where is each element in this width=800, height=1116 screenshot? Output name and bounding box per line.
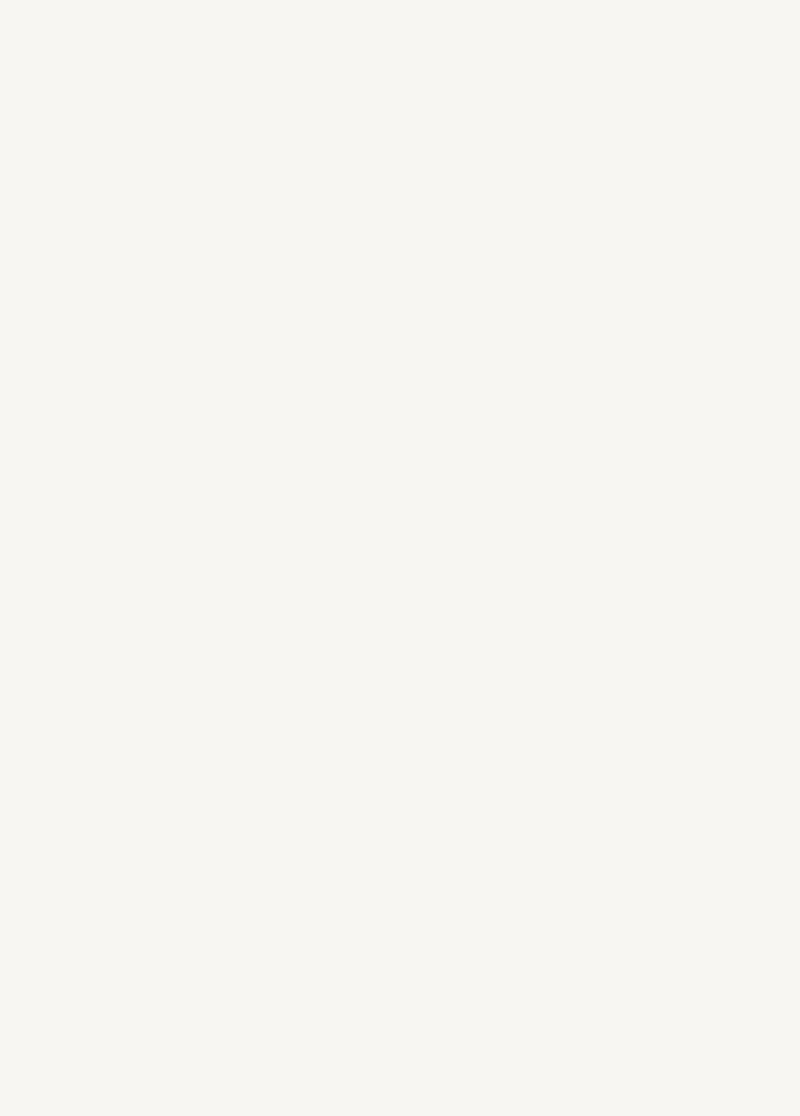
page-header [0, 144, 800, 168]
